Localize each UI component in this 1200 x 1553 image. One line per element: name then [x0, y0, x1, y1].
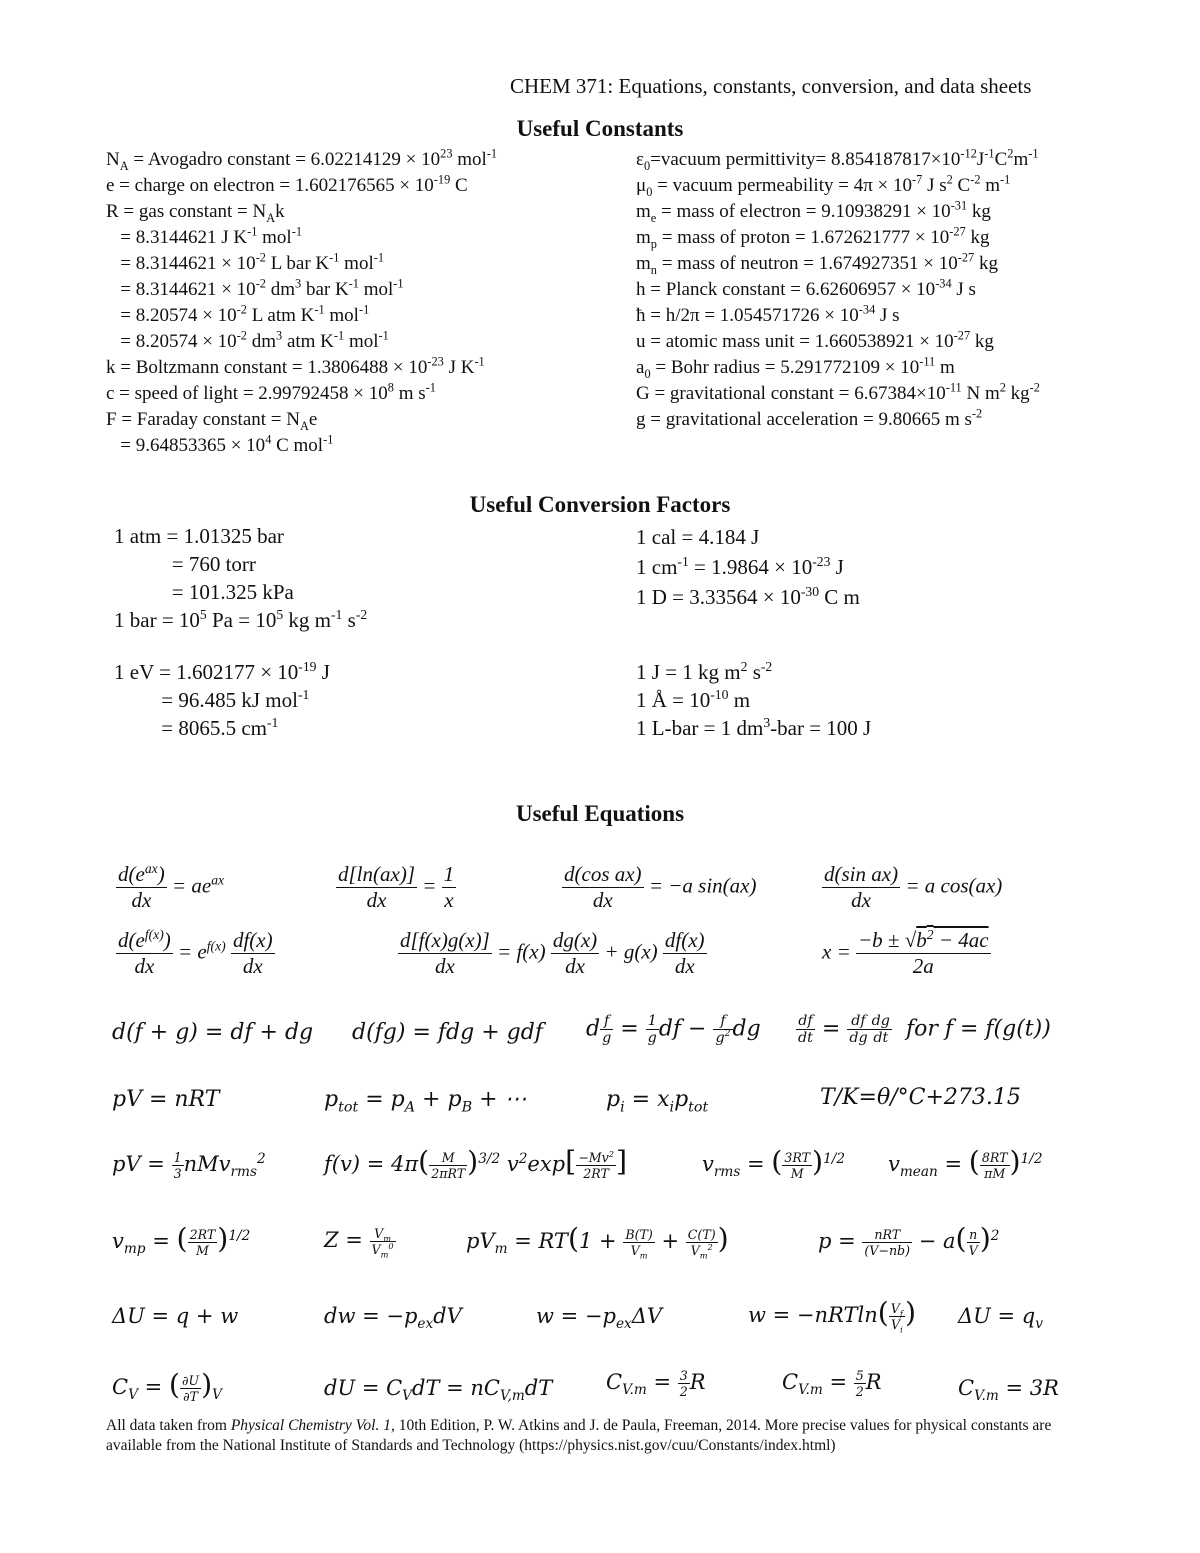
- constant-line: $m_n$ = mass of neutron = $1.674927351 \times 10^{-27}$ kg: [636, 250, 998, 277]
- constant-line: R = gas constant = $N_Ak$: [106, 201, 285, 225]
- constant-line: G = gravitational constant = $6.67384\times 10^{-11}$ N $m^2$ $kg^{-2}$: [636, 380, 1040, 404]
- conversion-line: 1 cal = 4.184 J: [636, 525, 760, 549]
- constant-line: c = speed of light = $2.99792458 \times 10^8$ m $s^{-1}$: [106, 380, 436, 404]
- eq-dalton-law: $p_{tot} = p_A + p_B$ + ⋯: [324, 1087, 527, 1116]
- constant-line: e = charge on electron = $1.602176565 \times 10^{-19}$ C: [106, 172, 468, 196]
- eq-cvm-solid: $C_{V.m} = 3R$: [958, 1376, 1059, 1405]
- eq-work-expansion: $w = -p_{ex}\Delta V$: [536, 1304, 663, 1333]
- footnote-suffix: 10th Edition, P. W. Atkins and J. de Paula, Freeman, 2014. More precise values for physical constants are available from the National Institute of Standards and Technology (https://physics.nist.gov/cuu/Constants/index.html): [106, 1417, 1052, 1454]
- constant-line: = $8.20574 \times 10^{-2}$ $dm^3$ atm $K^{-1}$ mol$^{-1}$: [106, 328, 389, 352]
- constant-line: ħ = $h/2\pi = 1.054571726 \times 10^{-34}$ J s: [636, 302, 900, 326]
- conversion-line: = 101.325 kPa: [114, 580, 294, 604]
- conversion-line: 1 $D = 3.33564 \times 10^{-30}$ C m: [636, 584, 860, 609]
- conversion-line: 1 bar = $10^5$ $Pa = 10^5$ kg $m^{-1}$ $s^{-2}$: [114, 607, 368, 632]
- eq-work-differential: dw = $-p_{ex}dV$: [324, 1304, 462, 1333]
- conversion-line: 1 J = 1 kg $m^2$ $s^{-2}$: [636, 659, 773, 684]
- conversion-line: = 8065.5 $cm^{-1}$: [114, 715, 279, 740]
- eq-sum-differential: d(f + g) = df + dg: [112, 1020, 314, 1045]
- constant-line: u = atomic mass unit = $1.660538921 \times 10^{-27}$ kg: [636, 328, 994, 352]
- conversion-line: 1 L-bar = 1 $dm^3$-bar = 100 J: [636, 715, 872, 740]
- conversions-left-bottom: [114, 658, 330, 742]
- conversion-line: 1 $cm^{-1} = 1.9864 \times 10^{-23}$ J: [636, 554, 844, 579]
- eq-cvm-diatomic: $C_{V.m}$ = $\frac{5}{2}$ R: [782, 1368, 882, 1399]
- eq-chain-exp: $\frac{d(e^{f(x)})}{dx}$ = $e^{f(x)}$ $\frac{df(x)}{dx}$: [118, 927, 273, 978]
- conversion-line: 1 eV = $1.602177 \times 10^{-19}$ J: [114, 659, 330, 684]
- eq-derivative-sin: $\frac{\text{d(sin ax)}}{dx}$ = a cos(ax): [824, 862, 1003, 912]
- eq-quadratic-formula: x = $\frac{-b \pm √b^2 - 4ac}{2a}$: [822, 927, 989, 978]
- eq-partial-pressure: $p_i = x_ip_{tot}$: [606, 1087, 709, 1116]
- conversion-line: = 760 torr: [114, 552, 256, 576]
- constant-line: = $8.3144621 \times 10^{-2}$ $dm^3$ bar $K^{-1}$ mol$^{-1}$: [106, 276, 404, 300]
- eq-kinetic-pressure: pV = $\frac{1}{3}$ nMv$_{rms}^2$: [112, 1150, 266, 1181]
- constant-line: $\mu_0$ = vacuum permeability = $4\pi \times 10^{-7}$ J $s^2$ $C^{-2}$ $m^{-1}$: [636, 172, 1011, 199]
- eq-derivative-cos: $\frac{\text{d(cos ax)}}{dx}$ = −a sin(ax): [564, 862, 757, 912]
- eq-first-law: ΔU = q + w: [112, 1304, 239, 1328]
- eq-temperature-conversion: T/K=θ/°C+273.15: [820, 1085, 1021, 1110]
- eq-quotient-differential: d $\frac{f}{g}$ = $\frac{1}{g}$ df − $\frac{f}{g^2}$ dg: [586, 1013, 761, 1046]
- eq-heat-capacity: $C_V$ = ( $\frac{\partial U}{\partial T}$ )$_V$: [112, 1368, 223, 1404]
- conversions-right-bottom: [636, 658, 871, 742]
- constants-left-column: [106, 147, 497, 459]
- eq-product-differential: d(fg) = fdg + gdf: [352, 1020, 543, 1045]
- conversion-line: = 96.485 kJ mol$^{-1}$: [114, 687, 310, 712]
- eq-product-rule: $\frac{d[f(x)g(x)]}{dx}$ = f(x) $\frac{dg(x)}{dx}$ + g(x) $\frac{df(x)}{dx}$: [400, 928, 705, 978]
- constant-line: $N_A$ = Avogadro constant = $6.02214129 \times 10^{23}$ mol$^{-1}$: [106, 146, 498, 173]
- eq-rms-speed: $v_{rms}$ = ( $\frac{3RT}{M}$ )$^{1/2}$: [702, 1145, 846, 1181]
- eq-maxwell-distribution: f(v) = 4π( $\frac{M}{\text{2πRT}}$ )$^{3/2}$ $v^2\exp$[ $\frac{-Mv^2}{2RT}$ ]: [324, 1145, 628, 1181]
- constant-line: $m_p$ = mass of proton = $1.672621777 \times 10^{-27}$ kg: [636, 224, 990, 251]
- eq-cvm-monatomic: $C_{V.m}$ = $\frac{3}{2}$ R: [606, 1368, 706, 1399]
- conversion-line: 1 Å = $10^{-10}$ m: [636, 687, 751, 712]
- eq-virial-equation: $pV_m = RT(1$ + $\frac{B(T)}{V_m}$ + $\frac{C(T)}{V_m^2}$ ): [466, 1222, 729, 1261]
- constants-heading: Useful Constants: [516, 116, 684, 141]
- constant-line: F = Faraday constant = $N_Ae$: [106, 409, 318, 433]
- eq-internal-energy-change: dU = $C_VdT = nC_{V,m}dT$: [324, 1376, 553, 1405]
- page-header: CHEM 371: Equations, constants, conversion, and data sheets: [510, 74, 1032, 98]
- eq-compression-factor: Z = $\frac{V_m}{V_m^0}$: [324, 1226, 394, 1260]
- conversions-heading: Useful Conversion Factors: [469, 492, 731, 517]
- constant-line: h = Planck constant = $6.62606957 \times 10^{-34}$ J s: [636, 276, 976, 300]
- footnote: [106, 1416, 1106, 1456]
- eq-mean-speed: $v_{mean}$ = ( $\frac{8RT}{\pi M}$ )$^{1/2}$: [888, 1145, 1043, 1181]
- constant-line: k = Boltzmann constant = $1.3806488 \times 10^{-23}$ J $K^{-1}$: [106, 354, 485, 378]
- eq-van-der-waals: p = $\frac{\text{nRT}}{(V-nb)}$ − a( $\frac{n}{V}$ )$^2$: [818, 1222, 1000, 1258]
- eq-derivative-ln: $\frac{d[\ln(ax)]}{dx}$ = $\frac{1}{x}$: [338, 862, 455, 912]
- equations-heading: Useful Equations: [515, 801, 685, 826]
- eq-heat-constant-volume: $\Delta U = q_v$: [958, 1304, 1043, 1333]
- conversions-right-top: [636, 522, 860, 612]
- eq-most-probable-speed: $v_{mp}$ = ( $\frac{2RT}{M}$ )$^{1/2}$: [112, 1222, 251, 1258]
- constants-right-column: [636, 147, 1040, 433]
- constant-line: = $8.3144621 \times 10^{-2}$ L bar $K^{-1}$ mol$^{-1}$: [106, 250, 385, 274]
- constant-line: $\varepsilon_0=vacuum$ permittivity= $8.854187817\times 10^{-12}J^{-1}C^2m^{-1}$: [636, 146, 1039, 173]
- eq-derivative-exp: $\frac{d(e^{ax})}{dx}$ = $ae^{ax}$: [118, 861, 225, 912]
- constant-line: $m_e$ = mass of electron = $9.10938291 \times 10^{-31}$ kg: [636, 198, 991, 225]
- constant-line: = $9.64853365 \times 10^4$ C mol$^{-1}$: [106, 432, 334, 456]
- conversions-left-top: [114, 522, 367, 634]
- eq-ideal-gas: pV = nRT: [112, 1087, 220, 1112]
- constant-line: = 8.3144621 J $K^{-1}$ mol$^{-1}$: [106, 224, 302, 248]
- eq-isothermal-work: w = −nRTln( $\frac{V_f}{V_i}$ ): [748, 1296, 916, 1335]
- footnote-prefix: All data taken from: [106, 1417, 231, 1434]
- constant-line: g = gravitational acceleration = 9.80665 m $s^{-2}$: [636, 406, 983, 430]
- footnote-book-title: Physical Chemistry Vol. 1,: [230, 1417, 395, 1434]
- conversion-line: 1 atm = 1.01325 bar: [114, 524, 284, 548]
- constant-line: = $8.20574 \times 10^{-2}$ L atm $K^{-1}$ mol$^{-1}$: [106, 302, 370, 326]
- constant-line: $a_0$ = Bohr radius = $5.291772109 \times 10^{-11}$ m: [636, 354, 955, 381]
- eq-chain-rule: $\frac{df}{dt}$ = $\frac{df}{dg}$ $\frac{dg}{dt}$ for f = f(g(t)): [798, 1013, 1051, 1046]
